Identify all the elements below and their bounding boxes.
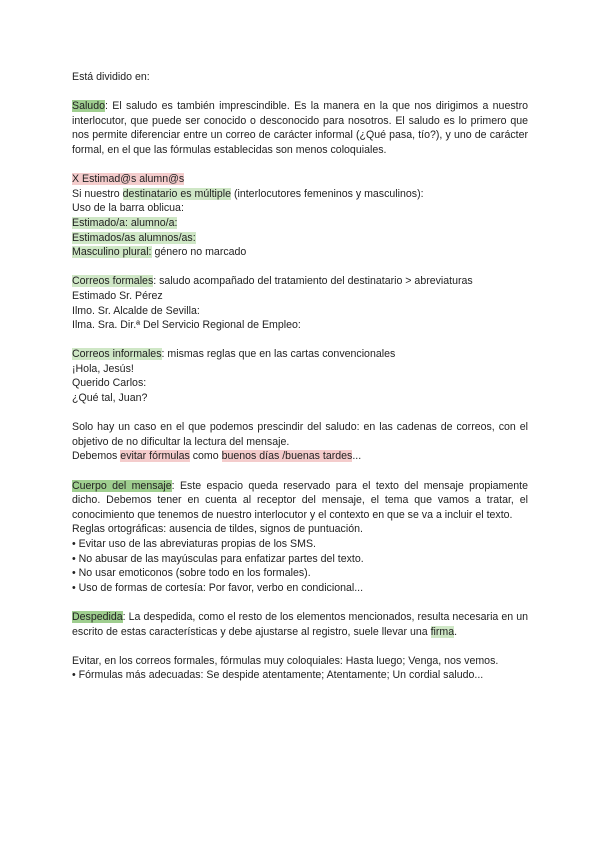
reglas-line: Reglas ortográficas: ausencia de tildes, signos de puntuación. (72, 523, 363, 536)
barra-line: Uso de la barra oblicua: (72, 202, 184, 215)
estimados-heading: X Estimad@s alumn@s (72, 173, 185, 186)
formal-example: Ilmo. Sr. Alcalde de Sevilla: (72, 304, 200, 317)
cuerpo-label: Cuerpo del mensaje (72, 479, 172, 492)
informal-example: ¿Qué tal, Juan? (72, 392, 148, 405)
saludo-text: : El saludo es también imprescindible. Es la manera en la que nos dirigimos a nuestro interlocutor, que puede ser conocido o desconocido para nosotros. El saludo es lo primero que nos permite diferenciar entre un correo de carácter informal (¿Qué pasa, tío?), y uno de carácter formal, en el que las fórmulas establecidas son menos coloquiales. (72, 100, 528, 156)
saludo-paragraph (72, 99, 528, 157)
formales-line: Correos formales: saludo acompañado del tratamiento del destinatario > abreviaturas (72, 275, 473, 288)
formal-example: Estimado Sr. Pérez (72, 289, 163, 302)
bullet-item: • No usar emoticonos (sobre todo en los formales). (72, 567, 311, 580)
prescindir-paragraph: Solo hay un caso en el que podemos prescindir del saludo: en las cadenas de correos, con el objetivo de no dificultar la lectura del mensaje. (72, 421, 528, 448)
informales-line: Correos informales: mismas reglas que en las cartas convencionales (72, 348, 396, 361)
bullet-item: • Uso de formas de cortesía: Por favor, verbo en condicional... (72, 581, 364, 594)
bullet-item: • Evitar uso de las abreviaturas propias de los SMS. (72, 538, 316, 550)
document-page (72, 70, 528, 683)
cuerpo-paragraph: Cuerpo del mensaje: Este espacio queda reservado para el texto del mensaje propiamente dicho. Debemos tener en cuenta al receptor del mensaje, el tema que vamos a tratar, el conocimiento que tenemos de nuestro interlocutor y el contexto en que se va a incluir el texto. (72, 479, 528, 521)
evitar-formulas-line: Debemos evitar fórmulas como buenos días /buenas tardes... (72, 450, 362, 463)
example-line: Estimado/a: alumno/a: (72, 216, 178, 229)
despedida-paragraph: Despedida: La despedida, como el resto de los elementos mencionados, resulta necesaria en un escrito de estas características y debe ajustarse al registro, suele llevar una firma. (72, 610, 528, 638)
despedida-label: Despedida (72, 610, 123, 623)
informal-example: ¡Hola, Jesús! (72, 362, 134, 375)
formal-example: Ilma. Sra. Dir.ª Del Servicio Regional de Empleo: (72, 319, 301, 332)
bullet-item: • Fórmulas más adecuadas: Se despide atentamente; Atentamente; Un cordial saludo... (72, 669, 484, 682)
evitar-line: Evitar, en los correos formales, fórmulas muy coloquiales: Hasta luego; Venga, nos vemos. (72, 654, 499, 667)
saludo-label: Saludo (72, 100, 105, 113)
plural-line: Masculino plural: género no marcado (72, 246, 247, 259)
bullet-item: • No abusar de las mayúsculas para enfatizar partes del texto. (72, 552, 364, 565)
destinatario-line: Si nuestro destinatario es múltiple (interlocutores femeninos y masculinos): (72, 187, 424, 200)
informal-example: Querido Carlos: (72, 377, 147, 390)
intro-line: Está dividido en: (72, 71, 150, 83)
example-line: Estimados/as alumnos/as: (72, 231, 196, 244)
